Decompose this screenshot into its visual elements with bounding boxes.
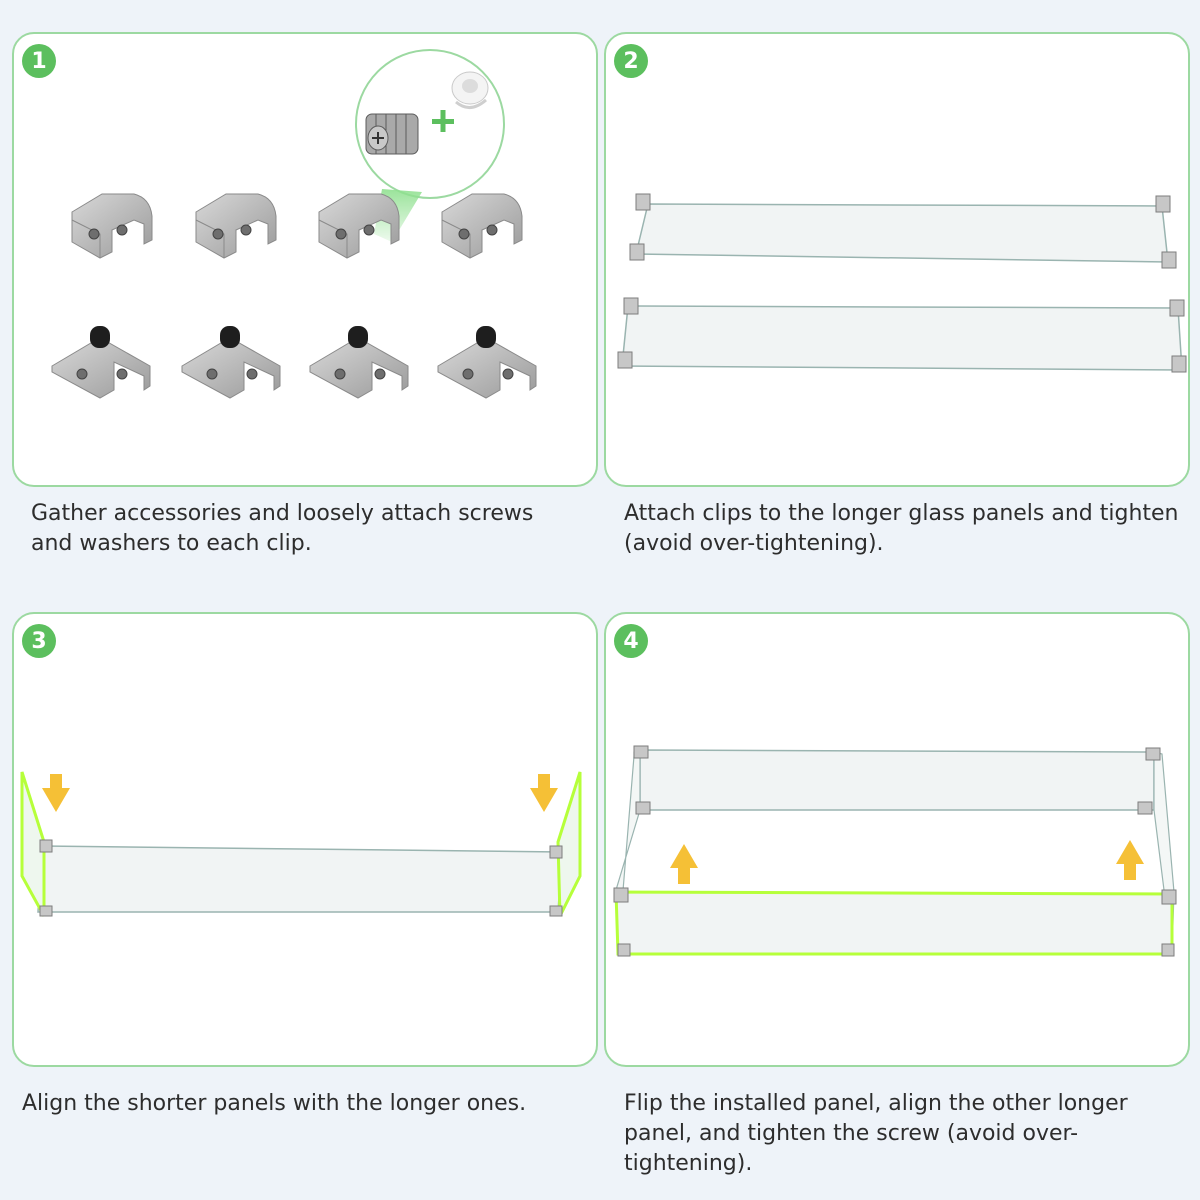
up-arrow-icon [670,844,698,884]
clip-icon [40,840,52,852]
clip-icon [614,888,628,902]
clip-icon [636,194,650,210]
clip-icon [1170,300,1184,316]
glass-panel-front [616,892,1172,954]
step-1-panel [12,32,598,487]
long-panels-illustration [606,34,1190,487]
clip-icon [618,944,630,956]
screw-icon [366,114,418,154]
clip-icon [1162,944,1174,956]
up-arrow-icon [1116,840,1144,880]
step-4-caption: Flip the installed panel, align the other longer panel, and tighten the screw (avoid over-tightening). [624,1091,1128,1176]
step-1-badge: 1 [22,44,56,78]
washer-icon [452,72,488,108]
clip-icon [1162,890,1176,904]
corner-clip-with-washer-icon [52,326,150,398]
step-2-caption: Attach clips to the longer glass panels and tighten (avoid over-tightening). [624,501,1179,556]
clip-icon [550,846,562,858]
down-arrow-icon [530,774,558,812]
corner-clip-with-washer-icon [310,326,408,398]
clip-icon [550,906,562,916]
clip-icon [1156,196,1170,212]
corner-clip-with-washer-icon [438,326,536,398]
step-2-badge: 2 [614,44,648,78]
step-3-panel [12,612,598,1067]
glass-panel [38,846,562,912]
clip-icon [636,802,650,814]
down-arrow-icon [42,774,70,812]
step-4-panel [604,612,1190,1067]
accessories-illustration [14,34,598,487]
glass-panel [622,204,1182,370]
step-1-caption: Gather accessories and loosely attach screws and washers to each clip. [31,501,534,556]
clip-icon [1138,802,1152,814]
corner-clip-icon [442,194,522,258]
corner-clip-with-washer-icon [182,326,280,398]
clip-icon [630,244,644,260]
glass-panel-back [640,750,1154,810]
clip-icon [1172,356,1186,372]
corner-clip-icon [72,194,152,258]
clip-icon [624,298,638,314]
clip-icon [40,906,52,916]
clip-icon [618,352,632,368]
short-glass-panel-right [558,772,580,916]
step-3-caption: Align the shorter panels with the longer ones. [22,1091,527,1116]
assembled-wind-guard-illustration [606,614,1190,1067]
clip-icon [634,746,648,758]
align-short-panels-illustration [14,614,598,1067]
step-4-badge: 4 [614,624,648,658]
step-3-badge: 3 [22,624,56,658]
step-2-panel [604,32,1190,487]
corner-clip-icon [196,194,276,258]
clip-icon [1162,252,1176,268]
clip-icon [1146,748,1160,760]
